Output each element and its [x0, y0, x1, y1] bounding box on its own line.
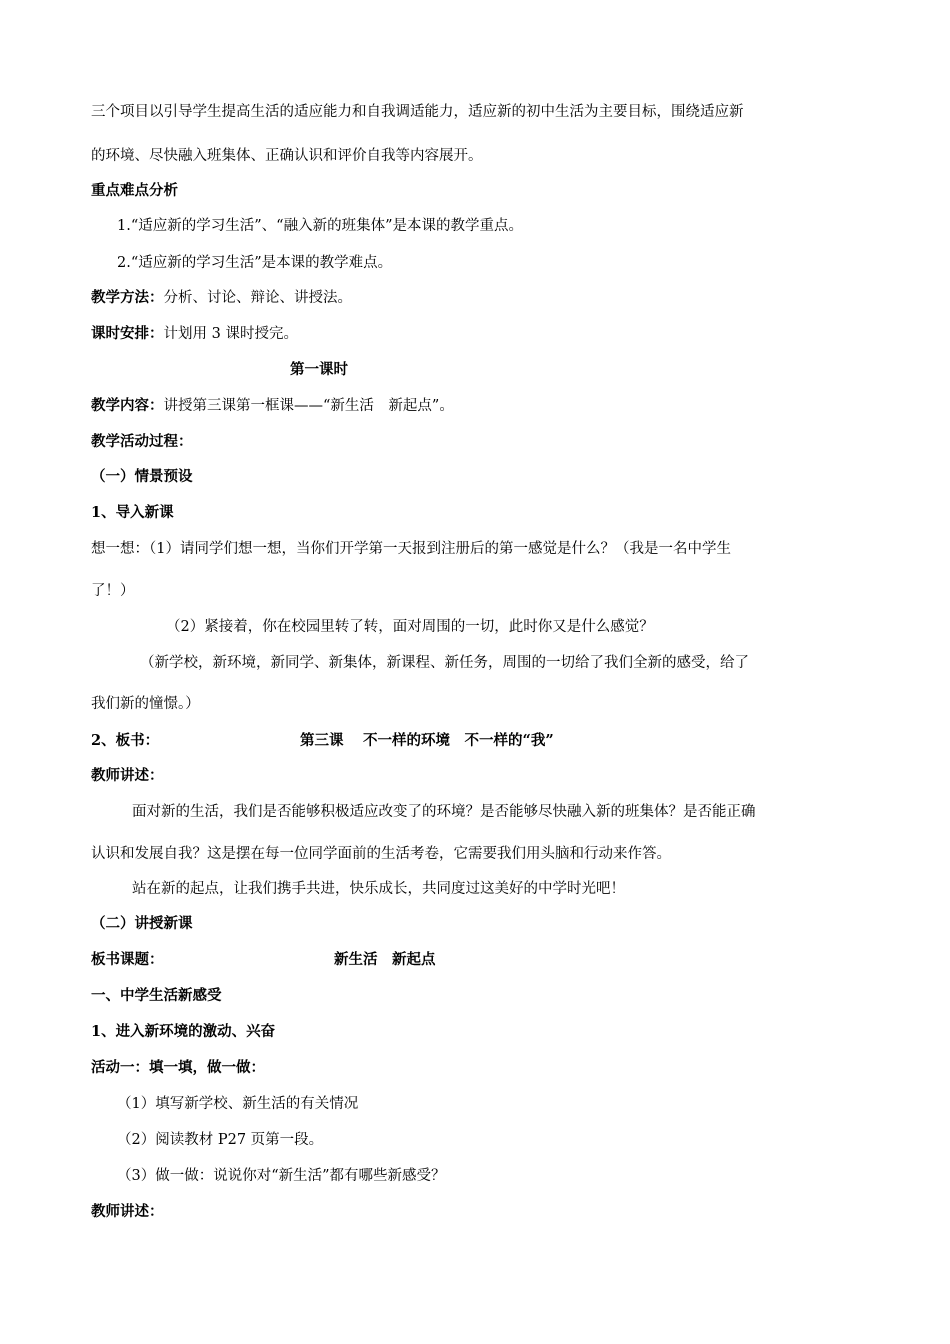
- section1-heading: （一）情景预设: [91, 468, 193, 485]
- section1-sub1: 1、导入新课: [91, 504, 174, 521]
- key-point-2: 2.“适应新的学习生活”是本课的教学难点。: [117, 255, 393, 271]
- key-point-1: 1.“适应新的学习生活”、“融入新的班集体”是本课的教学重点。: [117, 218, 523, 234]
- lesson-title: 第一课时: [290, 361, 348, 378]
- process-heading: 教学活动过程：: [91, 433, 193, 450]
- think-question-1b: 了！）: [91, 583, 135, 599]
- board-label: 2、板书：: [91, 732, 160, 749]
- schedule-label: 课时安排：: [91, 325, 164, 342]
- method-line: [91, 288, 352, 308]
- think-question-1a: 想一想：（1）请同学们想一想，当你们开学第一天报到注册后的第一感觉是什么？（我是一名中学生: [91, 541, 731, 557]
- method-value: 分析、讨论、辩论、讲授法。: [163, 290, 352, 306]
- teacher-paragraph-1b: 认识和发展自我？这是摆在每一位同学面前的生活考卷，它需要我们用头脑和行动来作答。: [91, 846, 671, 862]
- schedule-line: [91, 324, 298, 344]
- activity-item-2: （2）阅读教材 P27 页第一段。: [117, 1132, 324, 1148]
- intro-line-1: 三个项目以引导学生提高生活的适应能力和自我调适能力，适应新的初中生活为主要目标，围绕适应新: [91, 104, 744, 120]
- board-topic-label: 板书课题：: [91, 951, 164, 968]
- method-label: 教学方法：: [91, 289, 164, 306]
- board-topic-title: 新生活 新起点: [334, 951, 436, 968]
- section2-heading: （二）讲授新课: [91, 915, 193, 932]
- content-line: [91, 396, 454, 416]
- intro-line-2: 的环境、尽快融入班集体、正确认识和评价自我等内容展开。: [91, 148, 483, 164]
- part1-heading: 一、中学生活新感受: [91, 987, 222, 1004]
- part1-sub1: 1、进入新环境的激动、兴奋: [91, 1023, 276, 1040]
- think-question-2: （2）紧接着，你在校园里转了转，面对周围的一切，此时你又是什么感觉？: [166, 619, 654, 635]
- activity1-heading: 活动一：填一填，做一做：: [91, 1059, 265, 1076]
- content-value: 讲授第三课第一框课——“新生活 新起点”。: [163, 398, 454, 414]
- answer-line-a: （新学校，新环境，新同学、新集体，新课程、新任务，周围的一切给了我们全新的感受，给了: [140, 655, 749, 671]
- schedule-value: 计划用 3 课时授完。: [163, 326, 298, 342]
- teacher-paragraph-2: 站在新的起点，让我们携手共进，快乐成长，共同度过这美好的中学时光吧！: [132, 881, 625, 897]
- content-label: 教学内容：: [91, 397, 164, 414]
- answer-line-b: 我们新的憧憬。）: [91, 696, 200, 712]
- activity-item-1: （1）填写新学校、新生活的有关情况: [117, 1096, 359, 1112]
- key-points-heading: 重点难点分析: [91, 182, 178, 199]
- activity-item-3: （3）做一做：说说你对“新生活”都有哪些新感受？: [117, 1168, 446, 1184]
- board-title: 第三课 不一样的环境 不一样的“我”: [300, 732, 554, 749]
- teacher-paragraph-1a: 面对新的生活，我们是否能够积极适应改变了的环境？是否能够尽快融入新的班集体？是否能正确: [132, 804, 756, 820]
- teacher-label-1: 教师讲述：: [91, 767, 164, 784]
- teacher-label-2: 教师讲述：: [91, 1203, 164, 1220]
